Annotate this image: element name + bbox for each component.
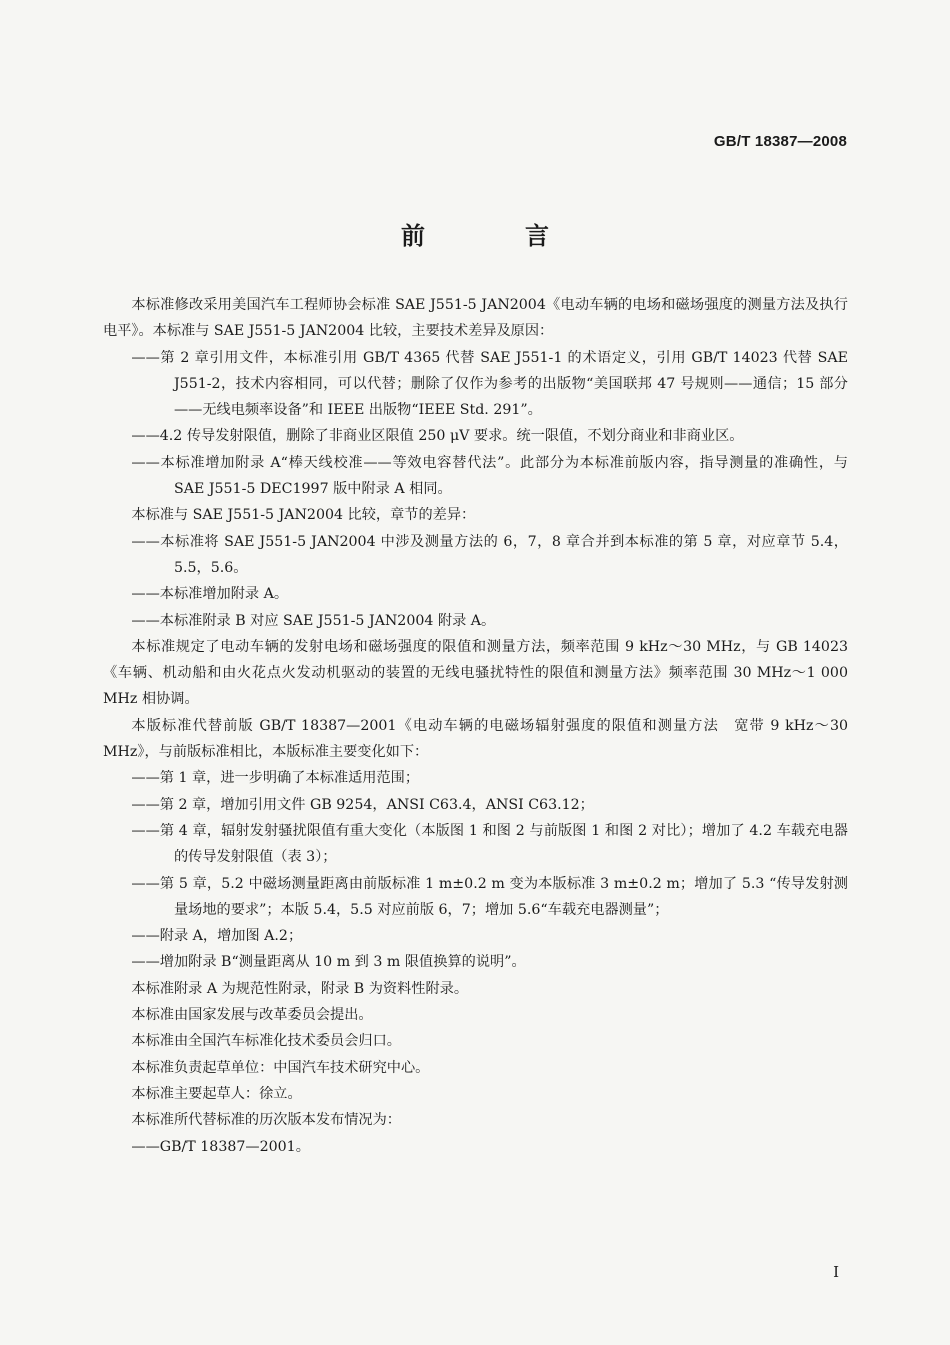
- paragraph: 本标准负责起草单位：中国汽车技术研究中心。: [131, 1059, 430, 1076]
- dash-item: ——本标准附录 B 对应 SAE J551-5 JAN2004 附录 A。: [131, 612, 496, 629]
- page-number: I: [833, 1263, 839, 1281]
- foreword-body: [103, 292, 848, 1160]
- standard-number: GB/T 18387—2008: [713, 133, 847, 150]
- paragraph: 本标准由全国汽车标准化技术委员会归口。: [131, 1033, 401, 1050]
- dash-item: ——第 5 章，5.2 中磁场测量距离由前版标准 1 m±0.2 m 变为本版标准 3 m±0.2 m；增加了 5.3 “传导发射测量场地的要求”；本版 5.4，5.5 对应前版 6，7；增加 5.6“车载充电器测量”；: [131, 875, 848, 918]
- dash-item: ——本标准增加附录 A。: [131, 586, 289, 603]
- dash-item: ——本标准增加附录 A“棒天线校准——等效电容替代法”。此部分为本标准前版内容，指导测量的准确性，与 SAE J551-5 DEC1997 版中附录 A 相同。: [131, 454, 848, 498]
- dash-item: ——第 2 章，增加引用文件 GB 9254，ANSI C63.4，ANSI C63.12；: [131, 796, 594, 813]
- paragraph: 本标准修改采用美国汽车工程师协会标准 SAE J551-5 JAN2004《电动车辆的电场和磁场强度的测量方法及执行电平》。本标准与 SAE J551-5 JAN2004 比较，主要技术差异及原因：: [103, 297, 848, 340]
- dash-item: ——第 1 章，进一步明确了本标准适用范围；: [131, 770, 420, 787]
- page-title: 前 言: [401, 222, 587, 250]
- dash-item: ——增加附录 B“测量距离从 10 m 到 3 m 限值换算的说明”。: [131, 954, 526, 971]
- dash-item: ——附录 A，增加图 A.2；: [131, 928, 303, 945]
- dash-item: ——第 4 章，辐射发射骚扰限值有重大变化（本版图 1 和图 2 与前版图 1 和图 2 对比）；增加了 4.2 车载充电器的传导发射限值（表 3）；: [131, 822, 848, 866]
- dash-item: ——本标准将 SAE J551-5 JAN2004 中涉及测量方法的 6，7，8 章合并到本标准的第 5 章，对应章节 5.4，5.5，5.6。: [131, 533, 848, 576]
- paragraph: 本标准附录 A 为规范性附录，附录 B 为资料性附录。: [131, 980, 469, 997]
- dash-item: ——GB/T 18387—2001。: [131, 1138, 310, 1155]
- paragraph: 本标准与 SAE J551-5 JAN2004 比较，章节的差异：: [131, 507, 476, 524]
- paragraph: 本标准所代替标准的历次版本发布情况为：: [131, 1112, 401, 1129]
- paragraph: 本标准规定了电动车辆的发射电场和磁场强度的限值和测量方法，频率范围 9 kHz～30 MHz，与 GB 14023《车辆、机动船和由火花点火发动机驱动的装置的无线电骚扰特性的限值和测量方法》频率范围 30 MHz～1 000 MHz 相协调。: [103, 638, 848, 708]
- dash-item: ——4.2 传导发射限值，删除了非商业区限值 250 μV 要求。统一限值，不划分商业和非商业区。: [131, 428, 744, 445]
- paragraph: 本版标准代替前版 GB/T 18387—2001《电动车辆的电磁场辐射强度的限值和测量方法 宽带 9 kHz～30 MHz》，与前版标准相比，本版标准主要变化如下：: [103, 717, 848, 761]
- dash-item: ——第 2 章引用文件，本标准引用 GB/T 4365 代替 SAE J551-1 的术语定义，引用 GB/T 14023 代替 SAE J551-2，技术内容相同，可以代替；删除了仅作为参考的出版物“美国联邦 47 号规则——通信；15 部分——无线电频率设备”和 IEEE 出版物“IEEE Std. 291”。: [131, 349, 848, 419]
- paragraph: 本标准主要起草人：徐立。: [131, 1085, 302, 1102]
- paragraph: 本标准由国家发展与改革委员会提出。: [131, 1007, 373, 1024]
